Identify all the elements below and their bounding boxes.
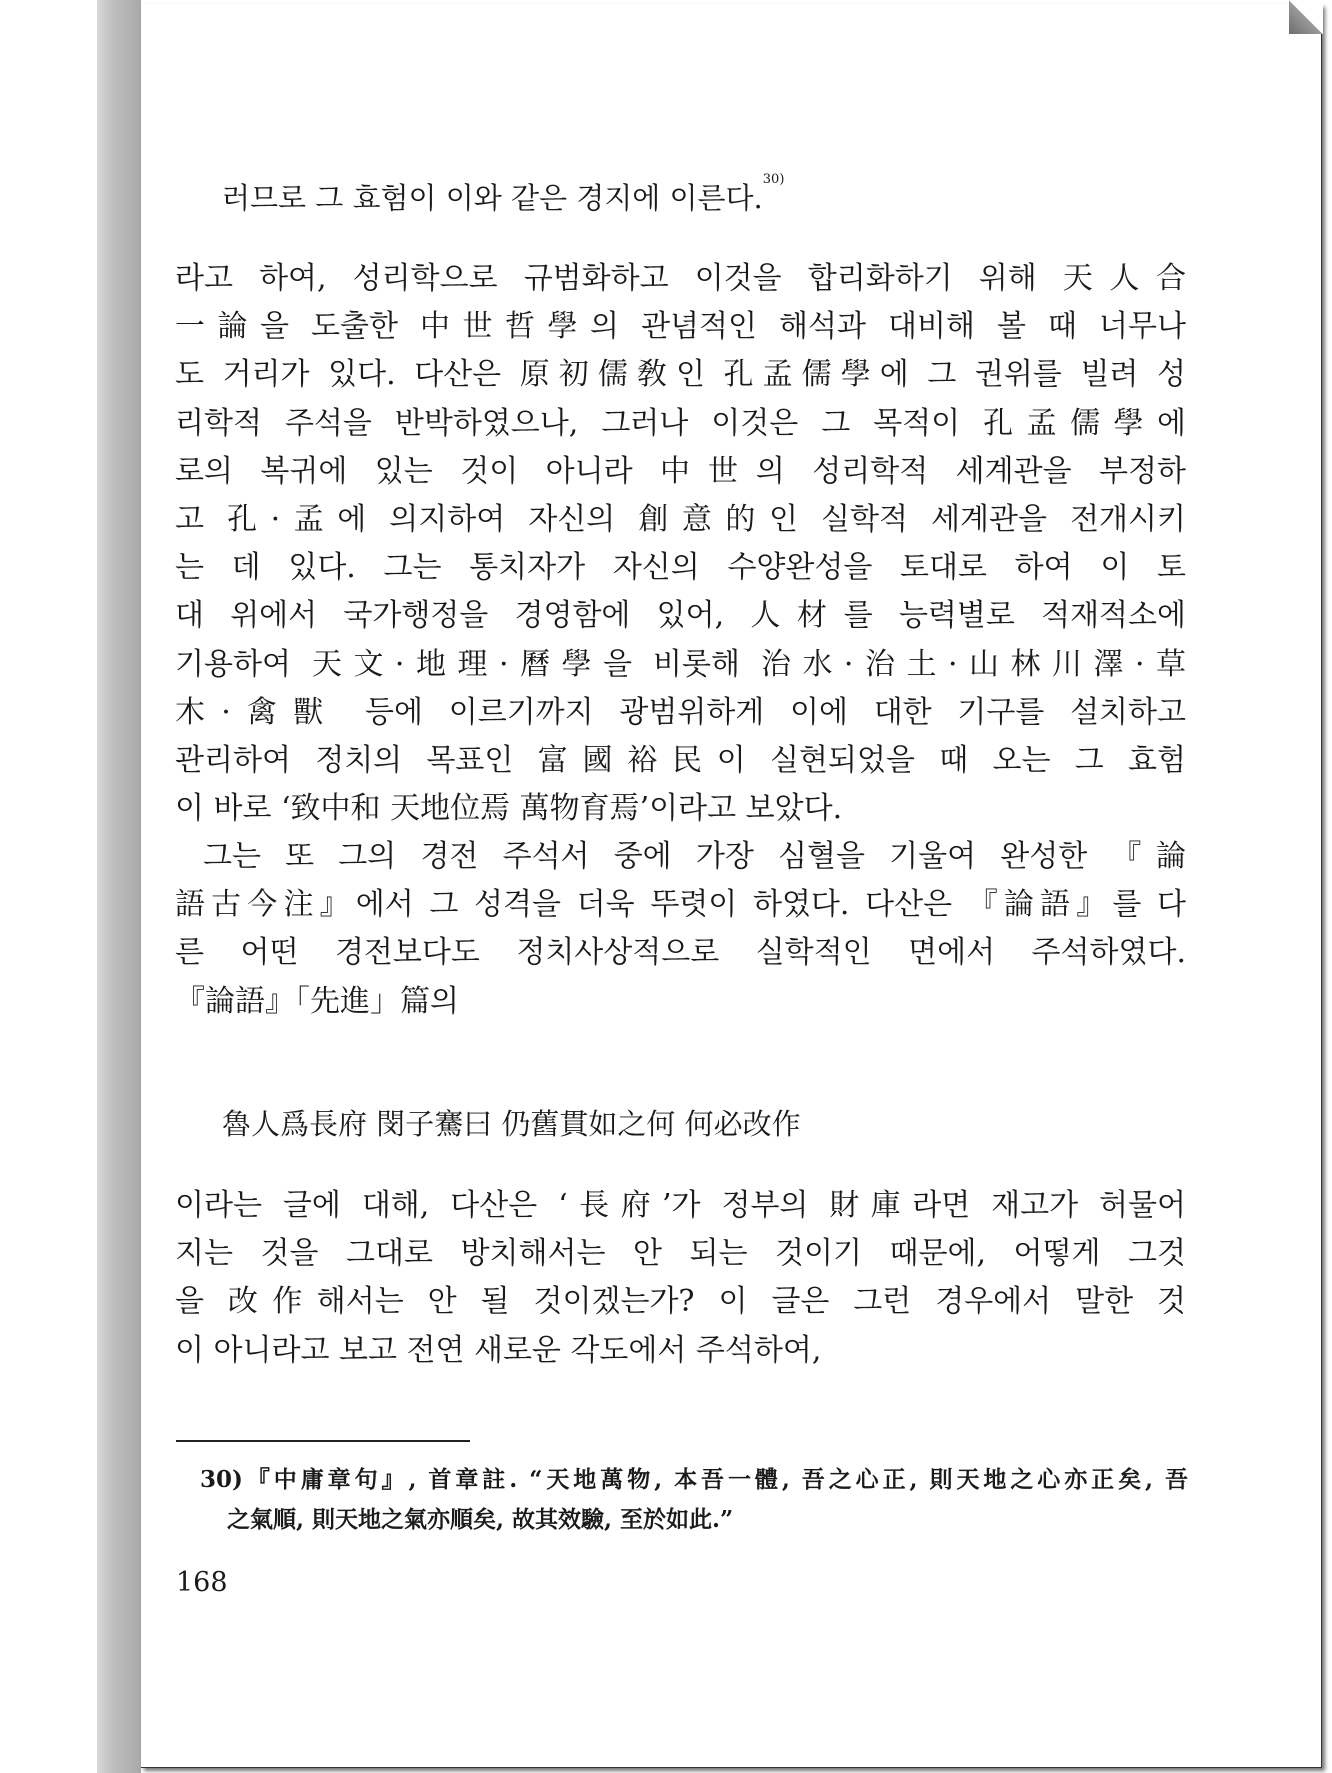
text-line: 지는 것을 그대로 방치해서는 안 되는 것이기 때문에, 어떻게 그것 — [175, 1236, 1186, 1272]
text-line: 語古今注』에서 그 성격을 더욱 뚜렷이 하였다. 다산은 『論語』를 다 — [175, 887, 1186, 923]
quote-top-text: 러므로 그 효험이 이와 같은 경지에 이른다. — [222, 181, 763, 215]
text-line: 이 아니라고 보고 전연 새로운 각도에서 주석하여, — [175, 1332, 822, 1368]
text-line: 도 거리가 있다. 다산은 原初儒敎인 孔孟儒學에 그 권위를 빌려 성 — [175, 357, 1186, 393]
text-line: 기용하여 天文·地理·曆學을 비롯해 治水·治土·山林川澤·草 — [175, 646, 1186, 682]
text-line: 로의 복귀에 있는 것이 아니라 中世의 성리학적 세계관을 부정하 — [175, 453, 1186, 489]
book-spine — [97, 0, 141, 1773]
paragraph-1 — [175, 255, 1186, 833]
text-line: 이라는 글에 대해, 다산은 ‘長府’가 정부의 財庫라면 재고가 허물어 — [175, 1188, 1186, 1223]
paragraph-3 — [175, 1182, 1186, 1375]
text-line: 『論語』「先進」篇의 — [175, 983, 459, 1019]
footnote-divider — [176, 1440, 470, 1442]
paragraph-2 — [175, 833, 1186, 1026]
page-number: 168 — [176, 1567, 228, 1598]
text-line: 라고 하여, 성리학으로 규범화하고 이것을 합리화하기 위해 天人合 — [175, 261, 1186, 296]
text-line: 리학적 주석을 반박하였으나, 그러나 이것은 그 목적이 孔孟儒學에 — [175, 405, 1186, 441]
text-line: 그는 또 그의 경전 주석서 중에 가장 심혈을 기울여 완성한 『論 — [203, 839, 1186, 874]
text-line: 木·禽獸 등에 이르기까지 광범위하게 이에 대한 기구를 설치하고 — [175, 694, 1186, 730]
block-quote-top — [222, 172, 785, 217]
text-line: 一論을 도출한 中世哲學의 관념적인 해석과 대비해 볼 때 너무나 — [175, 309, 1186, 345]
text-line: 른 어떤 경전보다도 정치사상적으로 실학적인 면에서 주석하였다. — [175, 935, 1186, 971]
text-line: 관리하여 정치의 목표인 富國裕民이 실현되었을 때 오는 그 효험 — [175, 743, 1186, 779]
footnote-30 — [200, 1460, 1188, 1540]
quote-middle-text: 魯人爲長府 閔子騫曰 仍舊貫如之何 何必改作 — [222, 1107, 801, 1141]
text-line: 을 改作해서는 안 될 것이겠는가? 이 글은 그런 경우에서 말한 것 — [175, 1284, 1186, 1320]
text-line: 이 바로 ‘致中和 天地位焉 萬物育焉’이라고 보았다. — [175, 791, 843, 827]
text-line: 고 孔·孟에 의지하여 자신의 創意的인 실학적 세계관을 전개시키 — [175, 502, 1186, 538]
footnote-line: 之氣順, 則天地之氣亦順矣, 故其效驗, 至於如此.” — [227, 1506, 734, 1533]
footnote-line: 30)『中庸章句』, 首章註. “天地萬物, 本吾一體, 吾之心正, 則天地之心亦正矣, 吾 — [200, 1466, 1188, 1493]
footnote-marker: 30) — [762, 172, 785, 187]
block-quote-middle — [222, 1102, 801, 1143]
text-line: 대 위에서 국가행정을 경영함에 있어, 人材를 능력별로 적재적소에 — [175, 598, 1186, 634]
page-corner-fold — [1289, 0, 1323, 34]
text-line: 는 데 있다. 그는 통치자가 자신의 수양완성을 토대로 하여 이 토 — [175, 550, 1186, 586]
